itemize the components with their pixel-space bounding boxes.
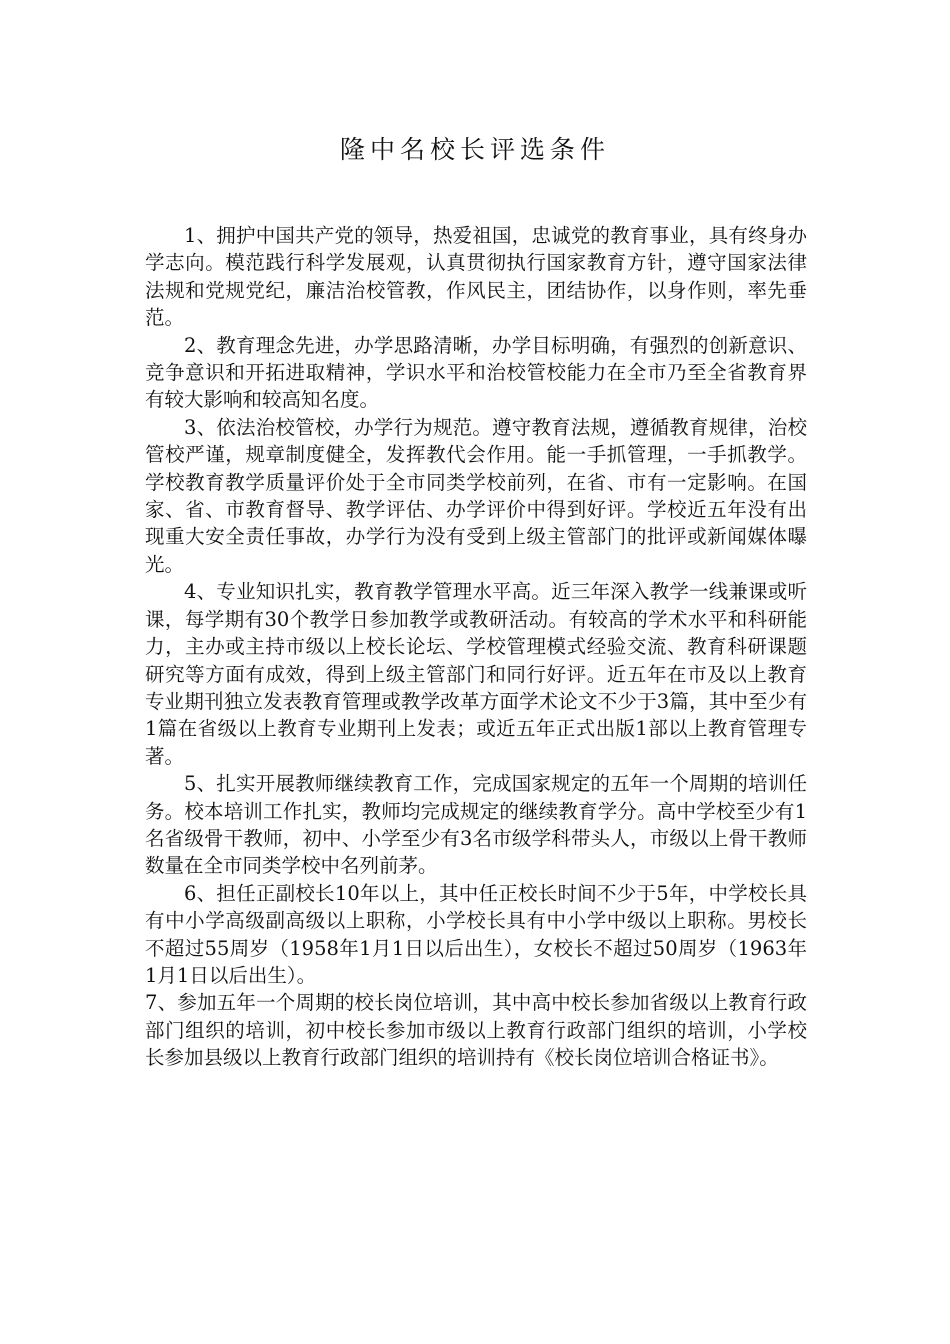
document-body	[145, 222, 807, 1072]
paragraph-5: 5、扎实开展教师继续教育工作，完成国家规定的五年一个周期的培训任务。校本培训工作扎实，教师均完成规定的继续教育学分。高中学校至少有1名省级骨干教师，初中、小学至少有3名市级学科带头人，市级以上骨干教师数量在全市同类学校中名列前茅。	[145, 772, 807, 878]
paragraph-7: 7、参加五年一个周期的校长岗位培训，其中高中校长参加省级以上教育行政部门组织的培训，初中校长参加市级以上教育行政部门组织的培训，小学校长参加县级以上教育行政部门组织的培训持有《校长岗位培训合格证书》。	[145, 991, 807, 1070]
paragraph-4: 4、专业知识扎实，教育教学管理水平高。近三年深入教学一线兼课或听课，每学期有30个教学日参加教学或教研活动。有较高的学术水平和科研能力，主办或主持市级以上校长论坛、学校管理模式经验交流、教育科研课题研究等方面有成效，得到上级主管部门和同行好评。近五年在市及以上教育专业期刊独立发表教育管理或教学改革方面学术论文不少于3篇，其中至少有1篇在省级以上教育专业期刊上发表；或近五年正式出版1部以上教育管理专著。	[145, 580, 807, 768]
paragraph-2: 2、教育理念先进，办学思路清晰，办学目标明确，有强烈的创新意识、竞争意识和开拓进取精神，学识水平和治校管校能力在全市乃至全省教育界有较大影响和较高知名度。	[145, 333, 807, 412]
document-title: 隆中名校长评选条件	[339, 135, 610, 164]
paragraph-1: 1、拥护中国共产党的领导，热爱祖国，忠诚党的教育事业，具有终身办学志向。模范践行科学发展观，认真贯彻执行国家教育方针，遵守国家法律法规和党规党纪，廉洁治校管教，作风民主，团结协作，以身作则，率先垂范。	[145, 224, 807, 330]
paragraph-3: 3、依法治校管校，办学行为规范。遵守教育法规，遵循教育规律，治校管校严谨，规章制度健全，发挥教代会作用。能一手抓管理，一手抓教学。学校教育教学质量评价处于全市同类学校前列，在省、市有一定影响。在国家、省、市教育督导、教学评估、办学评价中得到好评。学校近五年没有出现重大安全责任事故，办学行为没有受到上级主管部门的批评或新闻媒体曝光。	[145, 415, 807, 576]
paragraph-6: 6、担任正副校长10年以上，其中任正校长时间不少于5年，中学校长具有中小学高级副高级以上职称，小学校长具有中小学中级以上职称。男校长不超过55周岁（1958年1月1日以后出生），女校长不超过50周岁（1963年1月1日以后出生）。	[145, 881, 807, 987]
